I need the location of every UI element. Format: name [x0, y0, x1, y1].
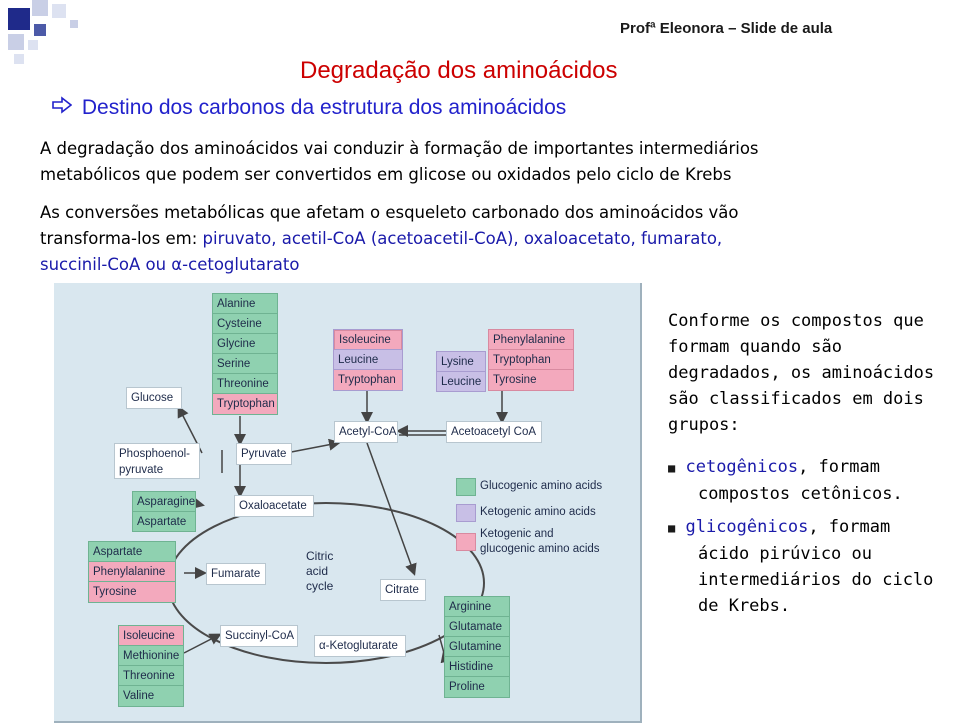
amino-tryptophan-3: Tryptophan	[489, 350, 573, 370]
amino-phenylalanine: Phenylalanine	[489, 330, 573, 350]
amino-glutamine: Glutamine	[445, 637, 509, 657]
amino-threonine: Threonine	[213, 374, 277, 394]
paragraph-conversions-line3: succinil-CoA ou α-cetoglutarato	[40, 255, 300, 274]
succinylcoa-source-stack	[118, 625, 184, 707]
intro-line2: formam quando são	[668, 337, 842, 357]
amino-methionine: Methionine	[119, 646, 183, 666]
intro-line5: grupos:	[668, 415, 740, 435]
term-cetogenicos: cetogênicos	[685, 457, 799, 477]
square-bullet-icon-2: ■	[668, 521, 676, 535]
aspartate-stack	[88, 541, 176, 603]
amino-lysine: Lysine	[437, 352, 485, 372]
amino-histidine: Histidine	[445, 657, 509, 677]
node-ketoglutarate: α-Ketoglutarate	[314, 635, 406, 657]
amino-acid-degradation-diagram	[54, 283, 642, 723]
amino-proline: Proline	[449, 681, 485, 693]
legend-glucogenic: Glucogenic amino acids	[480, 480, 603, 492]
legend-swatch-mixed	[456, 533, 476, 551]
slide-header: Profª Eleonora – Slide de aula	[620, 20, 833, 37]
legend-mixed	[480, 527, 600, 557]
bullet-cetogenicos	[668, 454, 903, 507]
pep-line2: pyruvate	[119, 464, 164, 476]
cycle-label-2: acid	[306, 564, 329, 578]
amino-aspartate: Aspartate	[137, 516, 187, 528]
square-bullet-icon: ■	[668, 461, 676, 475]
intro-line1: Conforme os compostos que	[668, 311, 924, 331]
paragraph-intro-line2: metabólicos que podem ser convertidos em glicose ou oxidados pelo ciclo de Krebs	[40, 165, 732, 184]
intro-line3: degradados, os aminoácidos	[668, 363, 935, 383]
node-glucose: Glucose	[126, 387, 182, 409]
slide-title: Degradação dos aminoácidos	[300, 57, 618, 84]
amino-leucine: Leucine	[334, 350, 402, 370]
amino-isoleucine: Isoleucine	[334, 330, 402, 350]
amino-serine: Serine	[213, 354, 277, 374]
amino-tyrosine: Tyrosine	[493, 374, 537, 386]
legend-mixed-line1: Ketogenic and	[480, 528, 554, 540]
acetoacetyl-source-stack	[488, 329, 574, 391]
asparagine-stack	[132, 491, 196, 532]
paragraph-intro-line1: A degradação dos aminoácidos vai conduzir à formação de importantes intermediários	[40, 139, 759, 158]
legend-ketogenic: Ketogenic amino acids	[480, 506, 596, 518]
paragraph-conversions-line1: As conversões metabólicas que afetam o esqueleto carbonado dos aminoácidos vão	[40, 203, 739, 222]
node-succinylcoa: Succinyl-CoA	[220, 625, 298, 647]
classification-text	[668, 308, 934, 438]
bullet2-line2: ácido pirúvico ou	[698, 544, 872, 564]
amino-arginine: Arginine	[445, 597, 509, 617]
term-glicogenicos: glicogênicos	[685, 517, 809, 537]
legend-swatch-glucogenic	[456, 478, 476, 496]
intro-line4: são classificados em dois	[668, 389, 924, 409]
paragraph-conversions	[40, 200, 739, 278]
bullet2-line3: intermediários do ciclo	[698, 570, 934, 590]
glucogenic-stack-top	[212, 293, 278, 415]
node-pyruvate: Pyruvate	[236, 443, 292, 465]
amino-threonine-2: Threonine	[119, 666, 183, 686]
cycle-label	[306, 549, 333, 594]
cycle-label-3: cycle	[306, 579, 334, 593]
slide-subtitle	[52, 96, 566, 120]
paragraph-intro	[40, 136, 759, 188]
amino-alanine: Alanine	[213, 294, 277, 314]
amino-cysteine: Cysteine	[213, 314, 277, 334]
amino-tryptophan: Tryptophan	[213, 394, 277, 414]
pointing-hand-icon	[52, 96, 76, 120]
bullet-glicogenicos	[668, 514, 933, 619]
bullet1-line2: compostos cetônicos.	[698, 484, 903, 504]
bullet1-rest: , formam	[798, 457, 880, 477]
amino-aspartate-2: Aspartate	[89, 542, 175, 562]
ketoglutarate-source-stack	[444, 596, 510, 698]
acetylcoa-source-stack	[333, 329, 403, 391]
node-oxaloacetate: Oxaloacetate	[234, 495, 314, 517]
amino-leucine-2: Leucine	[441, 376, 482, 388]
amino-glutamate: Glutamate	[445, 617, 509, 637]
lysine-leucine-stack	[436, 351, 486, 392]
amino-tryptophan-2: Tryptophan	[334, 370, 402, 390]
node-phosphoenolpyruvate	[114, 443, 200, 479]
subtitle-text: Destino dos carbonos da estrutura dos aminoácidos	[81, 96, 567, 119]
node-acetylcoa: Acetyl-CoA	[334, 421, 398, 443]
conversions-terms: piruvato, acetil-CoA (acetoacetil-CoA), oxaloacetato, fumarato,	[202, 229, 723, 248]
legend-mixed-line2: glucogenic amino acids	[480, 543, 600, 555]
conversions-prefix: transforma-los em:	[40, 229, 203, 248]
node-acetoacetylcoa: Acetoacetyl CoA	[446, 421, 542, 443]
bullet2-rest: , formam	[808, 517, 891, 537]
node-fumarate: Fumarate	[206, 563, 266, 585]
amino-phenylalanine-2: Phenylalanine	[89, 562, 175, 582]
bullet2-line4: de Krebs.	[698, 596, 791, 616]
paragraph-conversions-line2	[40, 226, 739, 252]
node-citrate: Citrate	[380, 579, 426, 601]
amino-valine: Valine	[119, 686, 183, 706]
amino-tyrosine-2: Tyrosine	[89, 582, 175, 602]
amino-glycine: Glycine	[213, 334, 277, 354]
amino-isoleucine-2: Isoleucine	[119, 626, 183, 646]
amino-asparagine: Asparagine	[133, 492, 195, 512]
pep-line1: Phosphoenol-	[119, 448, 190, 460]
legend-swatch-ketogenic	[456, 504, 476, 522]
cycle-label-1: Citric	[306, 549, 334, 563]
